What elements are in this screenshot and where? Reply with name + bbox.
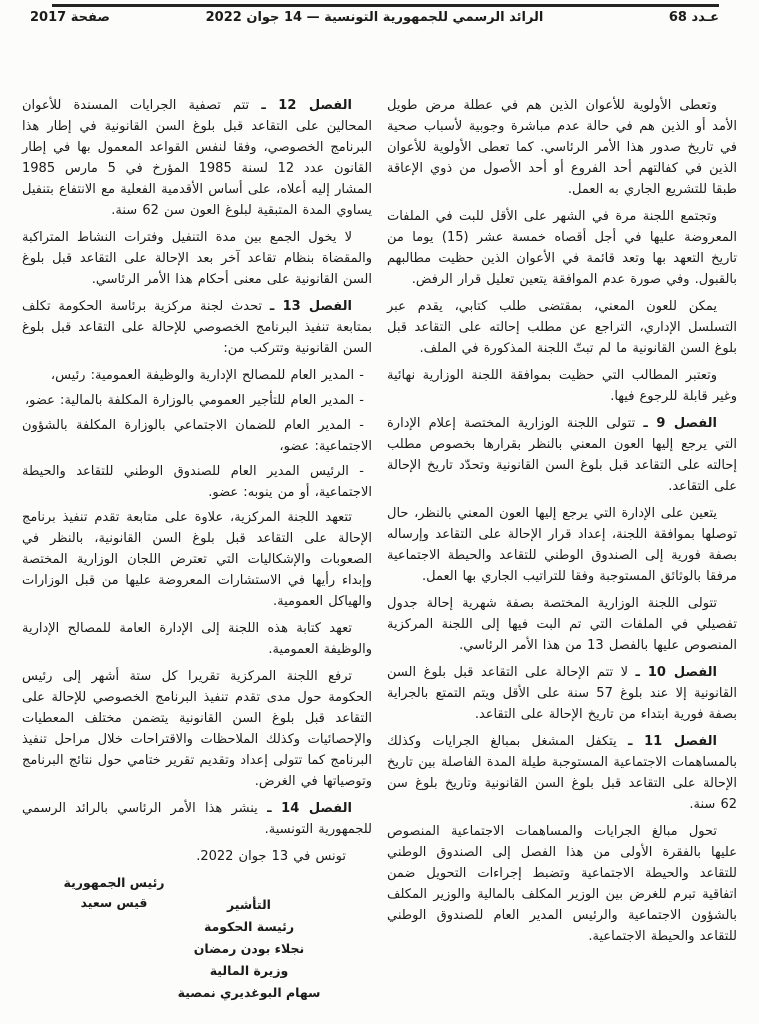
paragraph-text: تتم تصفية الجرايات المسندة للأعوان المحالين على التقاعد قبل بلوغ السن القانونية في إطار هذا البرنامج الخصوصي، وفقا لنفس القواعد المعمول بها في إطار القانون عدد 12 لسنة 1985 المؤرخ في 5 مارس 1985 المشار إليه أعلاه، على أساس الأقدمية الفعلية مع الانتفاع بتنفيل يساوي المدة المتبقية لبلوغ العون سن 62 سنة.: [22, 98, 373, 218]
right-paragraph-list: [387, 95, 737, 947]
paragraph: يمكن للعون المعني، بمقتضى طلب كتابي، يقدم عبر التسلسل الإداري، التراجع عن مطلب إحالته على التقاعد قبل بلوغ السن القانونية ما لم تبتّ اللجنة المذكورة في الملف.: [387, 299, 737, 356]
article-number: الفصل 14 ـ: [267, 801, 352, 816]
paragraph: تونس في 13 جوان 2022.: [196, 849, 346, 864]
header-row: [30, 10, 719, 25]
document-body: [0, 95, 759, 1023]
list-item: - المدير العام للمصالح الإدارية والوظيفة العمومية: رئيس،: [50, 368, 364, 383]
article-paragraph: [387, 662, 737, 725]
paragraph-text: تحدث لجنة مركزية برئاسة الحكومة تكلف بمتابعة تنفيذ البرنامج الخصوصي للإحالة على التقاعد قبل بلوغ السن القانونية وتتركب من:: [22, 299, 372, 356]
article-number: الفصل 11 ـ: [628, 734, 717, 749]
paragraph-text: تتولى اللجنة الوزارية المختصة إعلام الإدارة التي يرجع إليها العون المعني بالنظر بقرارها بخصوص مطلب إحالته على التقاعد قبل بلوغ السن القانونية وتحدّد تاريخ الإحالة على التقاعد.: [387, 416, 737, 494]
paragraph: وتعطى الأولوية للأعوان الذين هم في عطلة مرض طويل الأمد أو الذين هم في حالة عدم مباشرة وجوبية لأسباب صحية في تاريخ صدور هذا الأمر الرئاسي. كما تعطى الأولوية للأعوان الذين في كفالتهم أحد الفروع أو أحد الأصول من ذوي الإعاقة طبقا للتشريع الجاري به العمل.: [387, 98, 737, 197]
gazette-title: الرائد الرسمي للجمهورية التونسية — 14 جوان 2022: [205, 10, 544, 25]
paragraph: تحول مبالغ الجرايات والمساهمات الاجتماعية المنصوص عليها بالفقرة الأولى من هذا الفصل إلى الصندوق الوطني للتقاعد والحيطة الاجتماعية وتضبط إجراءات التحويل ضمن اتفاقية تبرم للغرض بين الوزير المكلف بالمالية والوزير المكلف بالشؤون الاجتماعية والرئيس المدير العام للصندوق الوطني للتقاعد والحيطة الاجتماعية.: [387, 824, 737, 944]
countersign-block: [154, 894, 344, 1004]
column-left: [22, 95, 372, 1023]
article-paragraph: [22, 95, 372, 221]
page-number: صفحة 2017: [30, 10, 110, 25]
list-item: - الرئيس المدير العام للصندوق الوطني للتقاعد والحيطة الاجتماعية، أو من ينوبه: عضو.: [22, 464, 372, 500]
article-paragraph: [22, 798, 372, 840]
article-paragraph: [387, 731, 737, 815]
header-rule: [52, 4, 719, 7]
paragraph: يتعين على الإدارة التي يرجع إليها العون المعني بالنظر، حال توصلها بموافقة اللجنة، إعداد قرار الإحالة على التقاعد وإرساله بصفة فورية إلى الصندوق الوطني للتقاعد والحيطة الاجتماعية مرفقا بالوثائق المستوجبة وفقا للتراتيب الجاري بها العمل.: [387, 506, 737, 584]
pm-name: نجلاء بودن رمضان: [193, 941, 305, 956]
paragraph-text: يتكفل المشغل بمبالغ الجرايات وكذلك بالمساهمات الاجتماعية المستوجبة طيلة المدة الفاصلة بين تاريخ الإحالة على التقاعد قبل بلوغ السن القانونية وتاريخ بلوغ سن 62 سنة.: [387, 734, 737, 812]
paragraph: لا يخول الجمع بين مدة التنفيل وفترات النشاط المتراكبة والمقضاة بنظام تقاعد آخر بعد الإحالة على التقاعد قبل بلوغ السن القانونية على معنى أحكام هذا الأمر الرئاسي.: [22, 230, 372, 287]
article-paragraph: [22, 296, 372, 359]
article-number: الفصل 12 ـ: [261, 98, 352, 113]
list-item: - المدير العام للتأجير العمومي بالوزارة المكلفة بالمالية: عضو،: [24, 393, 364, 408]
pm-title: رئيسة الحكومة: [203, 919, 295, 934]
finance-minister-title: وزيرة المالية: [209, 963, 289, 978]
list-item: - المدير العام للضمان الاجتماعي بالوزارة المكلفة بالشؤون الاجتماعية: عضو،: [22, 418, 372, 454]
paragraph: ترفع اللجنة المركزية تقريرا كل ستة أشهر إلى رئيس الحكومة حول مدى تقدم تنفيذ البرنامج الخصوصي للإحالة على التقاعد قبل بلوغ السن القانونية يتضمن مختلف المعطيات والإحصائيات وكذلك الملاحظات والاقتراحات خلال مراحل تنفيذ البرنامج كما تتولى إعداد وتقديم تقرير ختامي حول نتائج البرنامج وتوصياتها في الغرض.: [22, 669, 372, 789]
paragraph: وتجتمع اللجنة مرة في الشهر على الأقل للبت في الملفات المعروضة عليها في أجل أقصاه خمسة عشر (15) يوما من تاريخ التعهد بها وتعد قائمة في الأعوان الذين حظيت مطالبهم بالقبول. وفي صورة عدم الموافقة يتعين تعليل قرار الرفض.: [387, 209, 737, 287]
paragraph: وتعتبر المطالب التي حظيت بموافقة اللجنة الوزارية نهائية وغير قابلة للرجوع فيها.: [387, 368, 737, 404]
issue-number: عـدد 68: [668, 10, 719, 25]
paragraph-text: ينشر هذا الأمر الرئاسي بالرائد الرسمي للجمهورية التونسية.: [22, 801, 372, 837]
finance-minister-name: سهام البوغديري نمصية: [177, 985, 321, 1000]
paragraph: تتولى اللجنة الوزارية المختصة بصفة شهرية إحالة جدول تفصيلي في الملفات التي تم البت فيها إلى اللجنة المركزية المنصوص عليها بالفصل 13 من هذا الأمر الرئاسي.: [387, 596, 737, 653]
page-header: [0, 0, 759, 25]
article-paragraph: [387, 413, 737, 497]
article-number: الفصل 9 ـ: [643, 416, 717, 431]
column-right: [387, 95, 737, 1023]
left-paragraph-list: [22, 95, 372, 867]
paragraph-text: لا تتم الإحالة على التقاعد قبل بلوغ السن القانونية إلا عند بلوغ 57 سنة على الأقل ويتم التمتع بالجراية بصفة فورية ابتداء من تاريخ الإحالة على التقاعد.: [387, 665, 737, 722]
signature-block: [22, 873, 372, 1023]
paragraph: تعهد كتابة هذه اللجنة إلى الإدارة العامة للمصالح الإدارية والوظيفة العمومية.: [22, 621, 372, 657]
president-name: قيس سعيد: [80, 895, 148, 910]
article-number: الفصل 13 ـ: [269, 299, 352, 314]
article-number: الفصل 10 ـ: [635, 665, 717, 680]
countersign-title: التأشير: [227, 897, 271, 912]
paragraph: تتعهد اللجنة المركزية، علاوة على متابعة تقدم تنفيذ برنامج الإحالة على التقاعد قبل بلوغ السن القانونية، بالنظر في الصعوبات والإشكاليات التي تعترض اللجان الوزارية المختصة وإبداء رأيها في الاستشارات المعروضة عليها من قبل الوزارات والهياكل العمومية.: [22, 510, 372, 609]
president-title: رئيس الجمهورية: [63, 875, 165, 890]
